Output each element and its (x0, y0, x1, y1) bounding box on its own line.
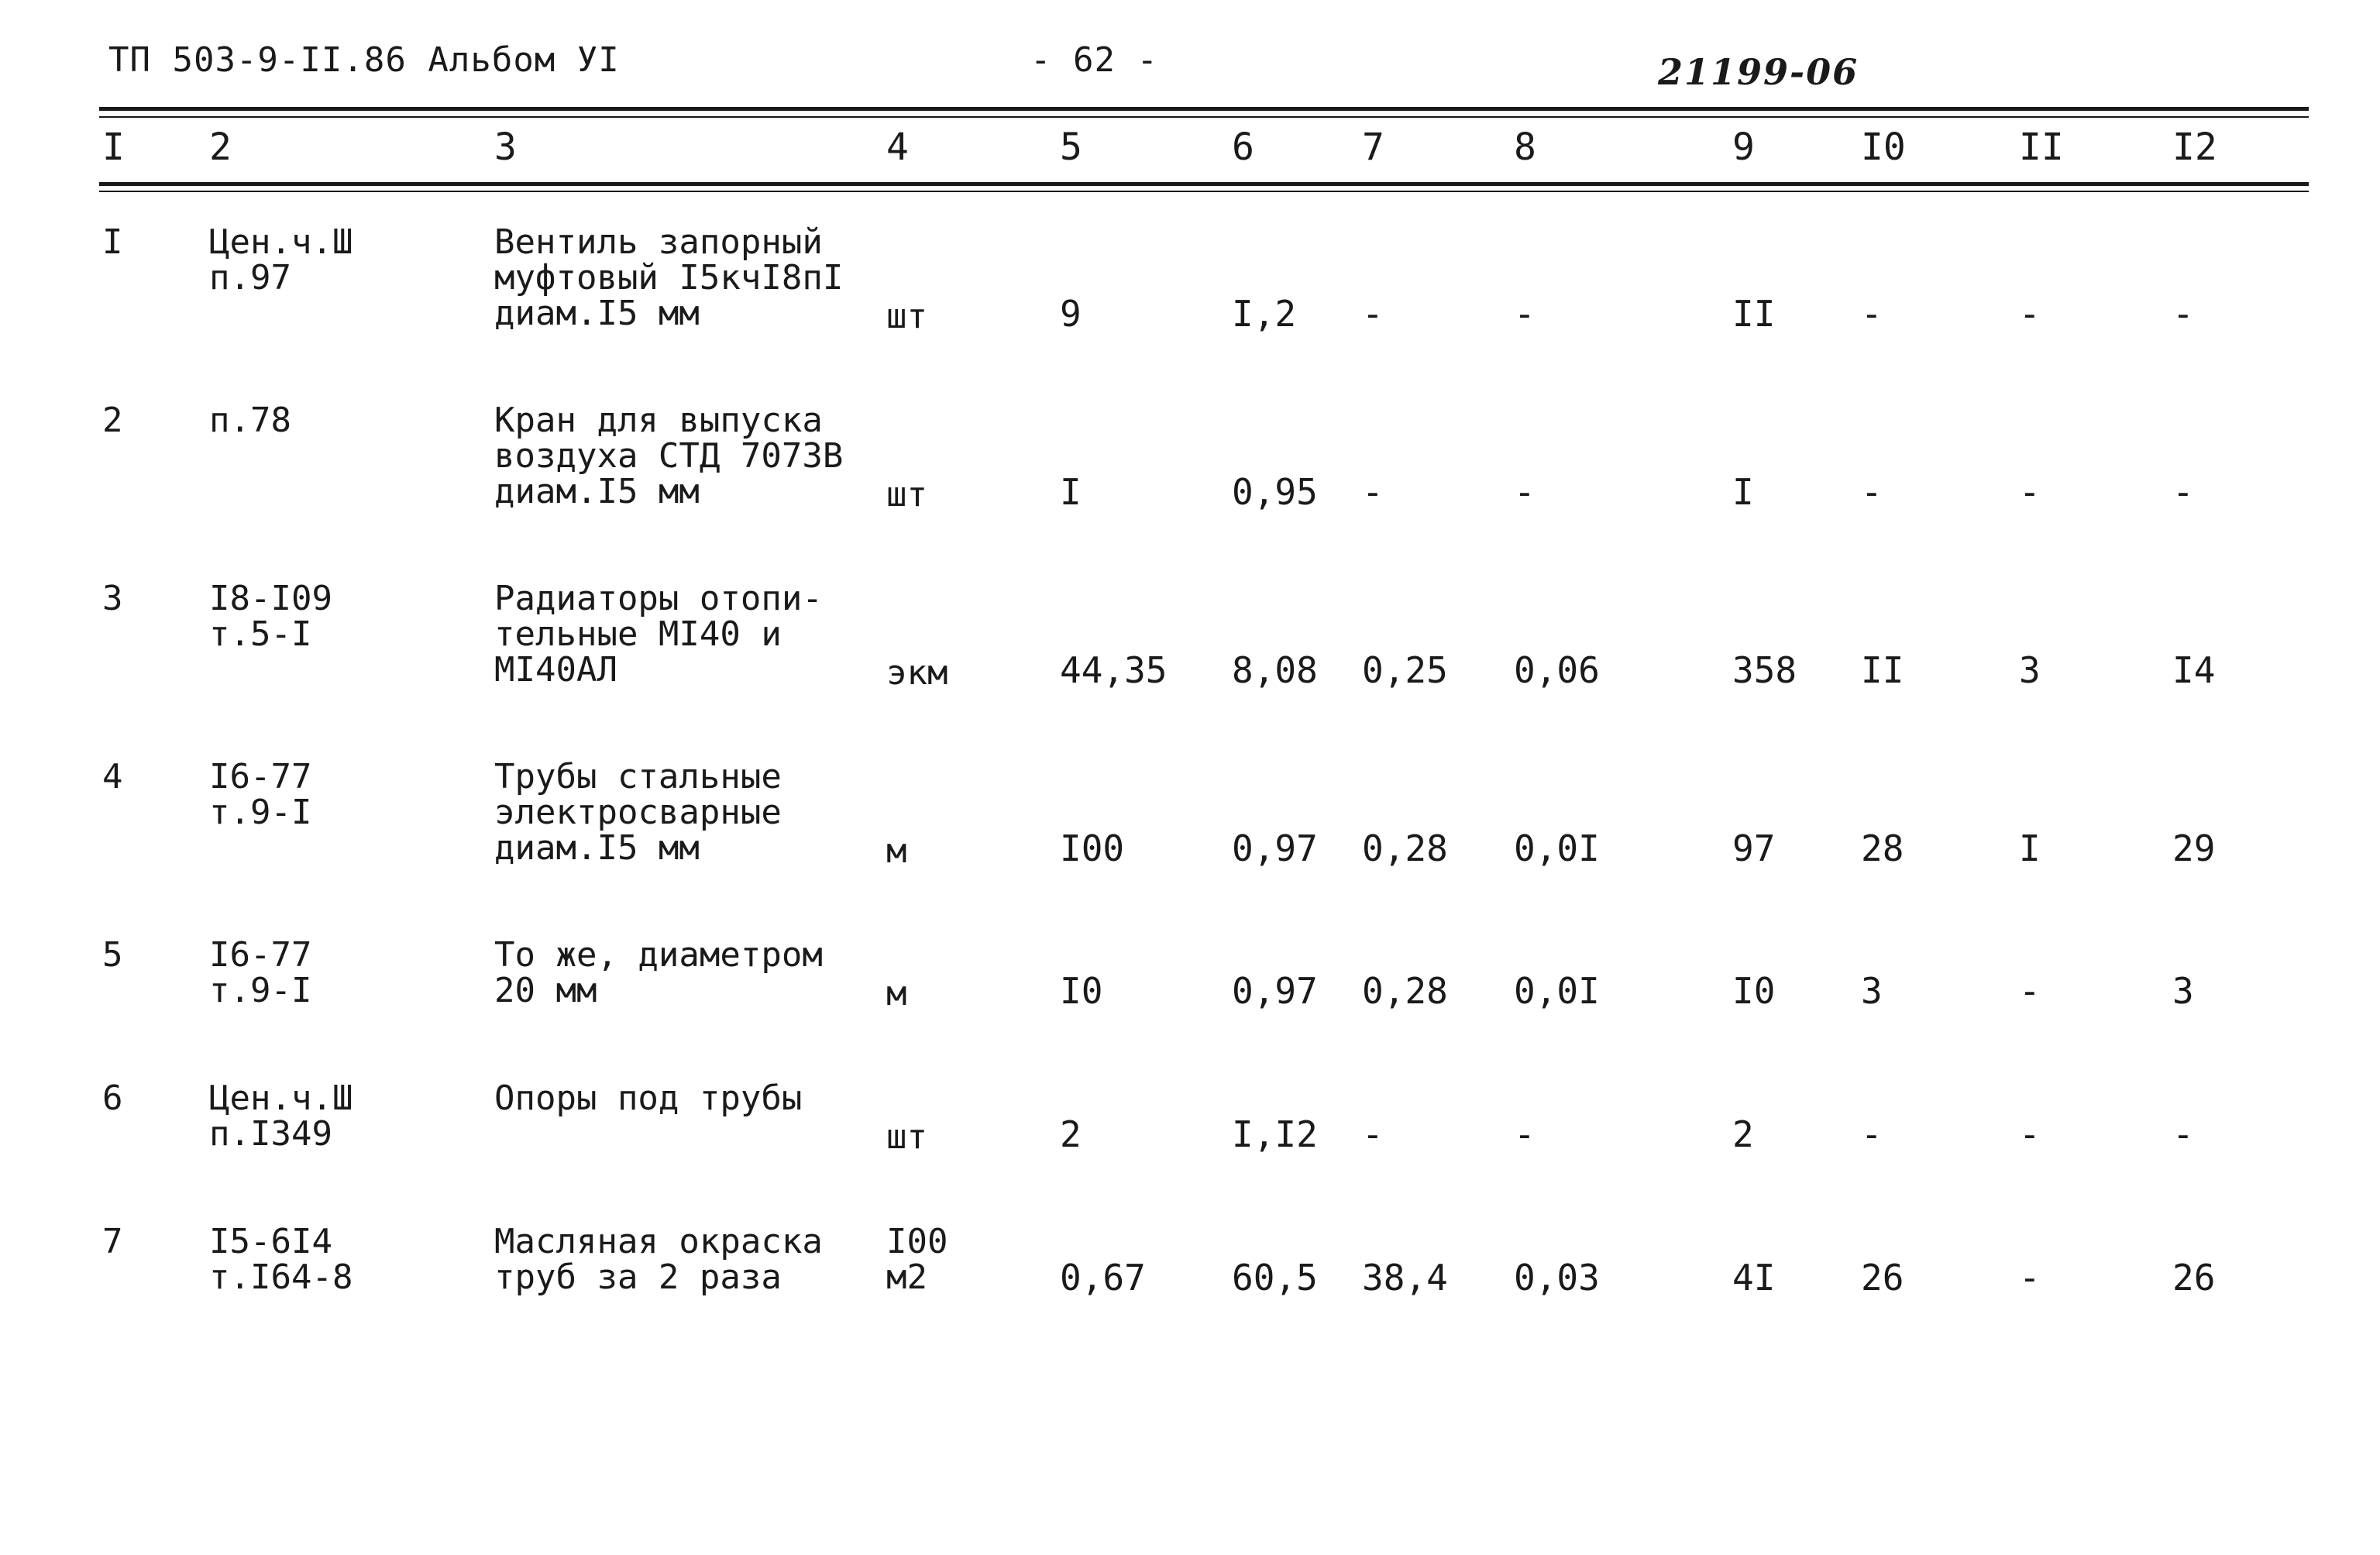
value-col-6: I,2 (1232, 293, 1297, 335)
price-reference: I8-I09 (209, 579, 332, 618)
value-col-9: 4I (1732, 1257, 1776, 1299)
page-number: - 62 - (1030, 40, 1158, 80)
table-header-rule (99, 182, 2309, 186)
row-number: 4 (102, 757, 123, 796)
value-col-5: 2 (1060, 1113, 1082, 1155)
unit: м (886, 831, 907, 871)
value-col-9: 97 (1732, 827, 1776, 869)
price-reference: т.5-I (209, 614, 312, 654)
value-col-7: 0,28 (1362, 970, 1448, 1012)
value-col-10: II (1861, 649, 1904, 691)
document-number-handwritten: 21199-06 (1658, 51, 1859, 93)
unit: шт (886, 297, 927, 336)
value-col-6: 8,08 (1232, 649, 1318, 691)
item-description: 20 мм (494, 971, 597, 1010)
value-col-12: 29 (2172, 827, 2216, 869)
price-reference: т.I64-8 (209, 1257, 353, 1297)
column-number: 6 (1232, 126, 1254, 169)
column-number: I2 (2172, 126, 2217, 169)
item-description: муфтовый I5кчI8пI (494, 258, 844, 298)
value-col-5: 44,35 (1060, 649, 1168, 691)
column-number: 9 (1732, 126, 1755, 169)
value-col-11: - (2019, 1113, 2041, 1155)
price-reference: I5-6I4 (209, 1222, 332, 1261)
value-col-10: - (1861, 1113, 1883, 1155)
item-description: труб за 2 раза (494, 1257, 782, 1297)
value-col-8: - (1514, 293, 1536, 335)
value-col-7: - (1362, 293, 1384, 335)
unit: шт (886, 475, 927, 514)
item-description: Опоры под трубы (494, 1079, 803, 1118)
item-description: МI40АЛ (494, 650, 617, 690)
value-col-5: I0 (1060, 970, 1103, 1012)
value-col-5: I (1060, 471, 1082, 513)
value-col-8: - (1514, 1113, 1536, 1155)
value-col-7: - (1362, 471, 1384, 513)
column-number: 5 (1060, 126, 1082, 169)
value-col-6: 0,97 (1232, 827, 1318, 869)
item-description: То же, диаметром (494, 935, 823, 975)
column-number: 4 (886, 126, 909, 169)
row-number: 7 (102, 1222, 123, 1261)
item-description: диам.I5 мм (494, 294, 700, 333)
item-description: Радиаторы отопи- (494, 579, 823, 618)
unit: шт (886, 1117, 927, 1157)
item-description: диам.I5 мм (494, 828, 700, 868)
value-col-11: - (2019, 471, 2041, 513)
item-description: тельные МI40 и (494, 614, 782, 654)
price-reference: т.9-I (209, 793, 312, 832)
value-col-9: 2 (1732, 1113, 1754, 1155)
value-col-9: 358 (1732, 649, 1797, 691)
price-reference: п.I349 (209, 1114, 332, 1154)
value-col-11: 3 (2019, 649, 2041, 691)
value-col-5: 9 (1060, 293, 1082, 335)
value-col-9: II (1732, 293, 1776, 335)
value-col-11: - (2019, 970, 2041, 1012)
value-col-8: - (1514, 471, 1536, 513)
column-number: 8 (1514, 126, 1536, 169)
value-col-9: I (1732, 471, 1754, 513)
value-col-11: I (2019, 827, 2041, 869)
value-col-10: - (1861, 471, 1883, 513)
price-reference: п.78 (209, 401, 291, 440)
value-col-10: - (1861, 293, 1883, 335)
price-reference: т.9-I (209, 971, 312, 1010)
value-col-11: - (2019, 293, 2041, 335)
value-col-7: 38,4 (1362, 1257, 1448, 1299)
value-col-12: - (2172, 293, 2194, 335)
value-col-8: 0,03 (1514, 1257, 1600, 1299)
value-col-6: I,I2 (1232, 1113, 1318, 1155)
column-number: I0 (1861, 126, 1906, 169)
price-reference: Цен.ч.Ш (209, 222, 353, 262)
table-top-rule (99, 107, 2309, 111)
value-col-6: 0,97 (1232, 970, 1318, 1012)
unit: экм (886, 653, 948, 693)
row-number: 5 (102, 935, 123, 975)
value-col-7: 0,28 (1362, 827, 1448, 869)
column-number: 3 (494, 126, 517, 169)
unit: I00 (886, 1222, 948, 1261)
value-col-11: - (2019, 1257, 2041, 1299)
row-number: 2 (102, 401, 123, 440)
item-description: Вентиль запорный (494, 222, 823, 262)
row-number: I (102, 222, 123, 262)
column-number: 2 (209, 126, 232, 169)
price-reference: Цен.ч.Ш (209, 1079, 353, 1118)
price-reference: I6-77 (209, 935, 312, 975)
table-top-rule-thin (99, 116, 2309, 118)
value-col-6: 60,5 (1232, 1257, 1318, 1299)
document-reference: ТП 503-9-II.86 Альбом УI (108, 40, 620, 80)
row-number: 6 (102, 1079, 123, 1118)
value-col-10: 3 (1861, 970, 1883, 1012)
value-col-8: 0,0I (1514, 970, 1600, 1012)
value-col-12: - (2172, 1113, 2194, 1155)
item-description: диам.I5 мм (494, 472, 700, 511)
value-col-5: 0,67 (1060, 1257, 1146, 1299)
unit: м2 (886, 1257, 927, 1297)
value-col-8: 0,0I (1514, 827, 1600, 869)
value-col-7: - (1362, 1113, 1384, 1155)
value-col-12: 26 (2172, 1257, 2216, 1299)
item-description: Трубы стальные (494, 757, 782, 796)
column-number: 7 (1362, 126, 1384, 169)
value-col-10: 26 (1861, 1257, 1904, 1299)
item-description: электросварные (494, 793, 782, 832)
value-col-12: I4 (2172, 649, 2216, 691)
value-col-5: I00 (1060, 827, 1125, 869)
value-col-8: 0,06 (1514, 649, 1600, 691)
item-description: Кран для выпуска (494, 401, 823, 440)
value-col-10: 28 (1861, 827, 1904, 869)
price-reference: п.97 (209, 258, 291, 298)
column-number: II (2019, 126, 2064, 169)
column-number: I (102, 126, 125, 169)
item-description: Масляная окраска (494, 1222, 823, 1261)
table-header-rule-thin (99, 191, 2309, 192)
price-reference: I6-77 (209, 757, 312, 796)
value-col-6: 0,95 (1232, 471, 1318, 513)
item-description: воздуха СТД 7073В (494, 436, 844, 476)
value-col-9: I0 (1732, 970, 1776, 1012)
value-col-7: 0,25 (1362, 649, 1448, 691)
value-col-12: 3 (2172, 970, 2194, 1012)
value-col-12: - (2172, 471, 2194, 513)
unit: м (886, 974, 907, 1013)
row-number: 3 (102, 579, 123, 618)
